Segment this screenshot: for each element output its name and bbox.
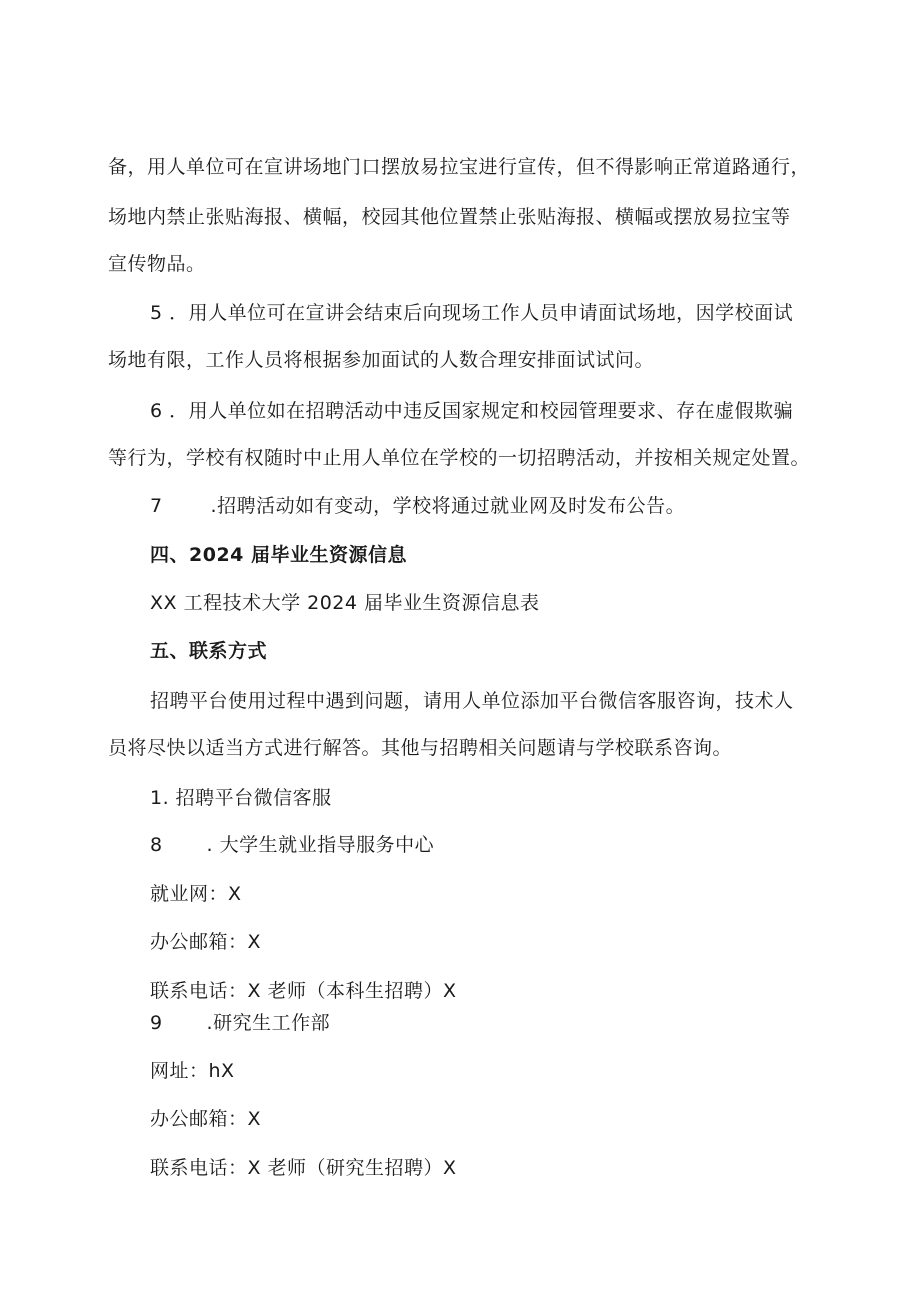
contact-sub8 — [150, 832, 434, 858]
item6-number: 6 — [150, 400, 163, 422]
section5-heading: 五、联系方式 — [150, 640, 268, 662]
sub8-phone: 联系电话：X 老师（本科生招聘）X — [150, 980, 457, 1002]
item4-line3: 宣传物品。 — [108, 253, 206, 275]
section5-para-line1: 招聘平台使用过程中遇到问题，请用人单位添加平台微信客服咨询，技术人 — [150, 690, 794, 712]
contact-sub9 — [150, 1010, 330, 1036]
item6-line2: 等行为，学校有权随时中止用人单位在学校的一切招聘活动，并按相关规定处置。 — [108, 447, 811, 469]
item7-text: .招聘活动如有变动，学校将通过就业网及时发布公告。 — [210, 495, 686, 517]
item7-number: 7 — [150, 495, 163, 517]
sub9-web: 网址：hX — [150, 1060, 235, 1082]
section5-para-line2: 员将尽快以适当方式进行解答。其他与招聘相关问题请与学校联系咨询。 — [108, 737, 733, 759]
sub9-text: .研究生工作部 — [206, 1012, 331, 1034]
sub8-mail: 办公邮箱：X — [150, 931, 262, 953]
item6-text: ．用人单位如在招聘活动中违反国家规定和校园管理要求、存在虚假欺骗 — [169, 400, 794, 422]
sub8-text: . 大学生就业指导服务中心 — [206, 834, 435, 856]
item4-line2: 场地内禁止张贴海报、横幅，校园其他位置禁止张贴海报、横幅或摆放易拉宝等 — [108, 206, 791, 228]
sub9-phone: 联系电话：X 老师（研究生招聘）X — [150, 1157, 457, 1179]
sub9-number: 9 — [150, 1012, 163, 1034]
item7-line — [150, 493, 685, 519]
contact-sub1: 1. 招聘平台微信客服 — [150, 787, 332, 809]
item4-line1: 备，用人单位可在宣讲场地门口摆放易拉宝进行宣传，但不得影响正常道路通行， — [108, 156, 811, 178]
sub8-web: 就业网：X — [150, 883, 242, 905]
section4-heading: 四、2024 届毕业生资源信息 — [150, 544, 407, 566]
item5-number: 5 — [150, 302, 163, 324]
sub8-number: 8 — [150, 834, 163, 856]
section4-text: XX 工程技术大学 2024 届毕业生资源信息表 — [150, 592, 540, 614]
item5-line2: 场地有限，工作人员将根据参加面试的人数合理安排面试试问。 — [108, 349, 655, 371]
item6-line1 — [150, 398, 793, 424]
item5-text: ．用人单位可在宣讲会结束后向现场工作人员申请面试场地，因学校面试 — [169, 302, 794, 324]
item5-line1 — [150, 300, 793, 326]
sub9-mail: 办公邮箱：X — [150, 1108, 262, 1130]
